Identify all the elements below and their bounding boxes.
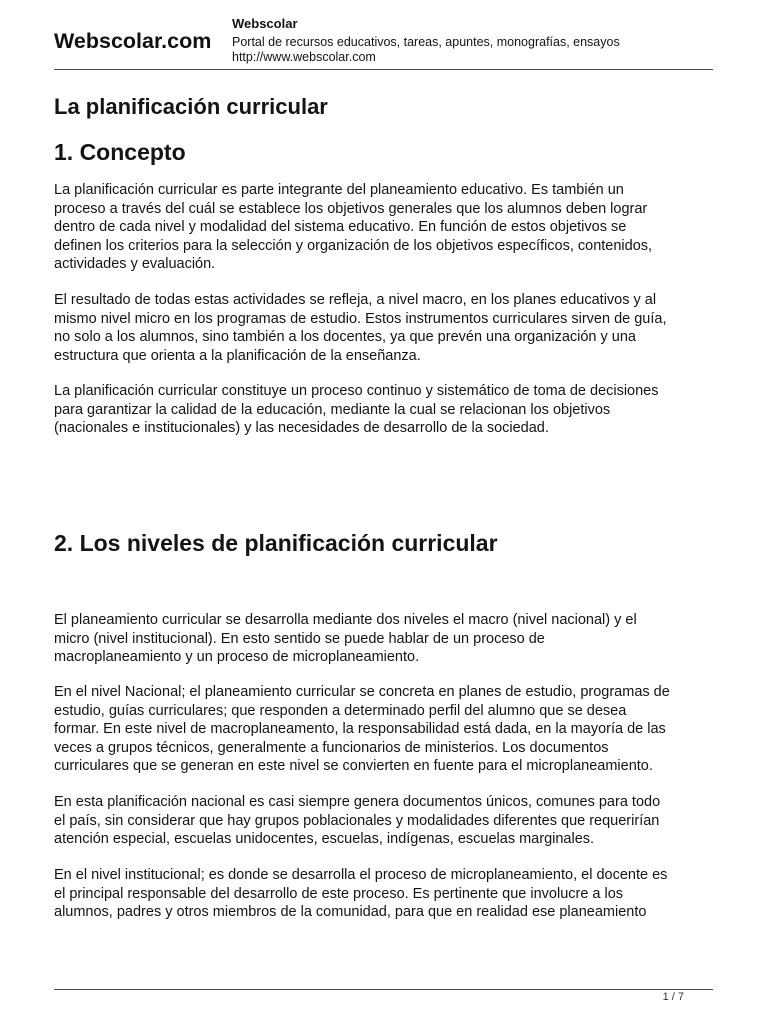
header-divider xyxy=(54,69,713,70)
text-line: alumnos, padres y otros miembros de la comunidad, para que en realidad ese planeamiento xyxy=(54,904,647,920)
site-tagline: Portal de recursos educativos, tareas, apuntes, monografías, ensayos xyxy=(232,35,620,49)
paragraph xyxy=(54,291,744,365)
site-url-link[interactable]: http://www.webscolar.com xyxy=(232,50,376,64)
text-line: el país, sin considerar que hay grupos poblacionales y modalidades diferentes que requerirían xyxy=(54,812,660,829)
text-line: proceso a través del cuál se establece los objetivos generales que los alumnos deben lograr xyxy=(54,200,648,217)
text-line: estructura que orienta a la planificación de la enseñanza. xyxy=(54,347,421,364)
text-line: curriculares que se generan en este nivel se convierten en fuente para el microplaneamiento. xyxy=(54,758,653,774)
paragraph xyxy=(54,793,744,849)
text-line: En esta planificación nacional es casi siempre genera documentos únicos, comunes para todo xyxy=(54,794,661,810)
text-line: el principal responsable del desarrollo de este proceso. Es pertinente que involucre a los xyxy=(54,885,624,902)
text-line: dentro de cada nivel y modalidad del sistema educativo. En función de estos objetivos se xyxy=(54,219,627,235)
paragraph xyxy=(54,611,744,667)
text-line: La planificación curricular constituye un proceso continuo y sistemático de toma de decisiones xyxy=(54,383,659,399)
paragraph xyxy=(54,181,744,274)
text-line: no solo a los alumnos, sino también a los docentes, ya que prevén una organización y una xyxy=(54,329,636,345)
site-name: Webscolar xyxy=(232,16,298,31)
text-line: mismo nivel micro en los programas de estudio. Estos instrumentos curriculares sirven de guía, xyxy=(54,310,667,327)
paragraph xyxy=(54,683,744,776)
text-line: veces a grupos técnicos, generalmente a funcionarios de ministerios. Los documentos xyxy=(54,739,609,756)
text-line: En el nivel institucional; es donde se desarrolla el proceso de microplaneamiento, el docente es xyxy=(54,867,668,883)
paragraph xyxy=(54,382,744,438)
text-line: (nacionales e institucionales) y las necesidades de desarrollo de la sociedad. xyxy=(54,420,549,436)
page-indicator: 1 / 7 xyxy=(662,991,684,1003)
text-line: macroplaneamiento y un proceso de microplaneamiento. xyxy=(54,649,420,665)
text-line: El resultado de todas estas actividades se refleja, a nivel macro, en los planes educativos y al xyxy=(54,292,657,308)
text-line: estudio, guías curriculares; que responden a determinado perfil del alumno que se desea xyxy=(54,702,627,719)
text-line: La planificación curricular es parte integrante del planeamiento educativo. Es también un xyxy=(54,182,624,198)
text-line: atención especial, escuelas unidocentes, escuelas, indígenas, escuelas marginales. xyxy=(54,831,595,847)
text-line: formar. En este nivel de macroplaneamento, la responsabilidad está dada, en la mayoría de las xyxy=(54,721,666,737)
section-heading-concepto: 1. Concepto xyxy=(54,139,186,165)
section-heading-niveles: 2. Los niveles de planificación curricular xyxy=(54,530,498,556)
text-line: micro (nivel institucional). En esto sentido se puede hablar de un proceso de xyxy=(54,630,545,647)
text-line: En el nivel Nacional; el planeamiento curricular se concreta en planes de estudio, programas de xyxy=(54,684,670,700)
site-logo: Webscolar.com xyxy=(54,29,212,53)
text-line: actividades y evaluación. xyxy=(54,256,216,272)
text-line: definen los criterios para la selección y organización de los objetivos específicos, contenidos, xyxy=(54,237,653,254)
text-line: El planeamiento curricular se desarrolla mediante dos niveles el macro (nivel nacional) y el xyxy=(54,612,637,628)
text-line: para garantizar la calidad de la educación, mediante la cual se relacionan los objetivos xyxy=(54,401,611,418)
paragraph xyxy=(54,866,744,922)
document-title: La planificación curricular xyxy=(54,94,328,119)
